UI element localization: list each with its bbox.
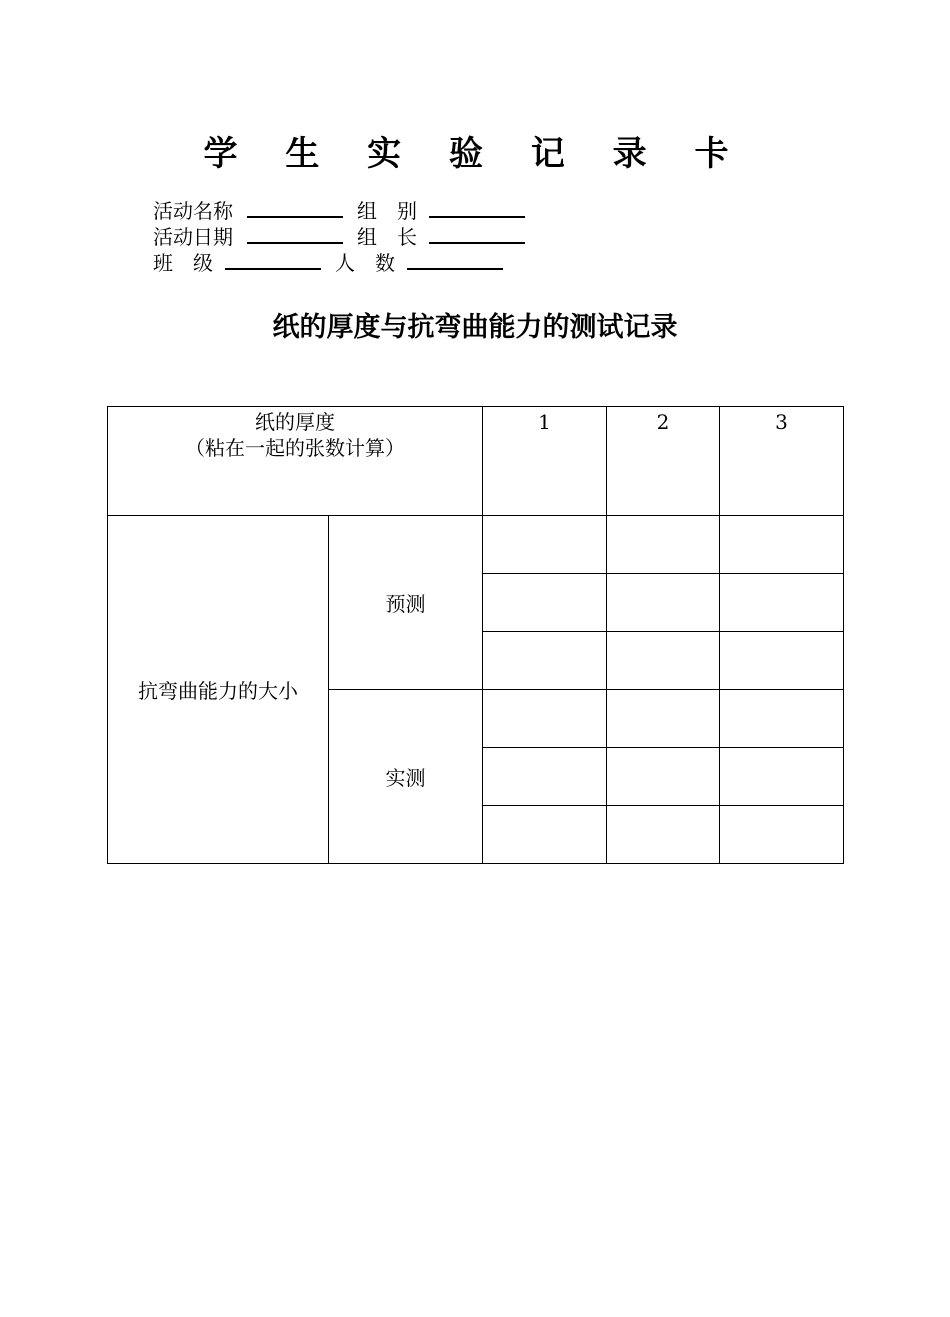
info-row-1: [153, 196, 525, 222]
column-header-3: 3: [720, 407, 844, 516]
predict-cell-2-2[interactable]: [607, 574, 720, 632]
predict-cell-1-3[interactable]: [720, 516, 844, 574]
actual-label: 实测: [329, 690, 483, 864]
count-label: 人 数: [335, 251, 395, 275]
info-row-2: [153, 222, 525, 248]
thickness-note: （粘在一起的张数计算）: [185, 436, 405, 460]
predict-label: 预测: [329, 516, 483, 690]
activity-name-label: 活动名称: [153, 199, 233, 223]
table-header-row: [108, 407, 844, 516]
thickness-label: 纸的厚度: [255, 410, 335, 434]
actual-cell-3-3[interactable]: [720, 806, 844, 864]
leader-label: 组 长: [357, 225, 417, 249]
record-subtitle: 纸的厚度与抗弯曲能力的测试记录: [272, 312, 678, 343]
predict-cell-3-2[interactable]: [607, 632, 720, 690]
group-blank[interactable]: [429, 196, 525, 218]
predict-cell-3-3[interactable]: [720, 632, 844, 690]
group-label: 组 别: [357, 199, 417, 223]
actual-cell-2-1[interactable]: [483, 748, 607, 806]
activity-date-blank[interactable]: [247, 222, 343, 244]
thickness-header-cell: [108, 407, 483, 516]
record-table: [107, 406, 844, 864]
info-block: [153, 196, 525, 274]
predict-cell-2-3[interactable]: [720, 574, 844, 632]
actual-cell-2-3[interactable]: [720, 748, 844, 806]
predict-cell-3-1[interactable]: [483, 632, 607, 690]
bending-ability-label: 抗弯曲能力的大小: [108, 516, 329, 864]
actual-cell-3-1[interactable]: [483, 806, 607, 864]
actual-cell-3-2[interactable]: [607, 806, 720, 864]
actual-cell-1-1[interactable]: [483, 690, 607, 748]
count-blank[interactable]: [407, 248, 503, 270]
predict-cell-1-2[interactable]: [607, 516, 720, 574]
table-row: [108, 516, 844, 574]
actual-cell-1-3[interactable]: [720, 690, 844, 748]
actual-cell-1-2[interactable]: [607, 690, 720, 748]
column-header-2: 2: [607, 407, 720, 516]
class-blank[interactable]: [225, 248, 321, 270]
actual-cell-2-2[interactable]: [607, 748, 720, 806]
activity-date-label: 活动日期: [153, 225, 233, 249]
leader-blank[interactable]: [429, 222, 525, 244]
info-row-3: [153, 248, 525, 274]
activity-name-blank[interactable]: [247, 196, 343, 218]
column-header-1: 1: [483, 407, 607, 516]
page-title: 学 生 实 验 记 录 卡: [203, 134, 747, 174]
predict-cell-1-1[interactable]: [483, 516, 607, 574]
class-label: 班 级: [153, 251, 213, 275]
predict-cell-2-1[interactable]: [483, 574, 607, 632]
